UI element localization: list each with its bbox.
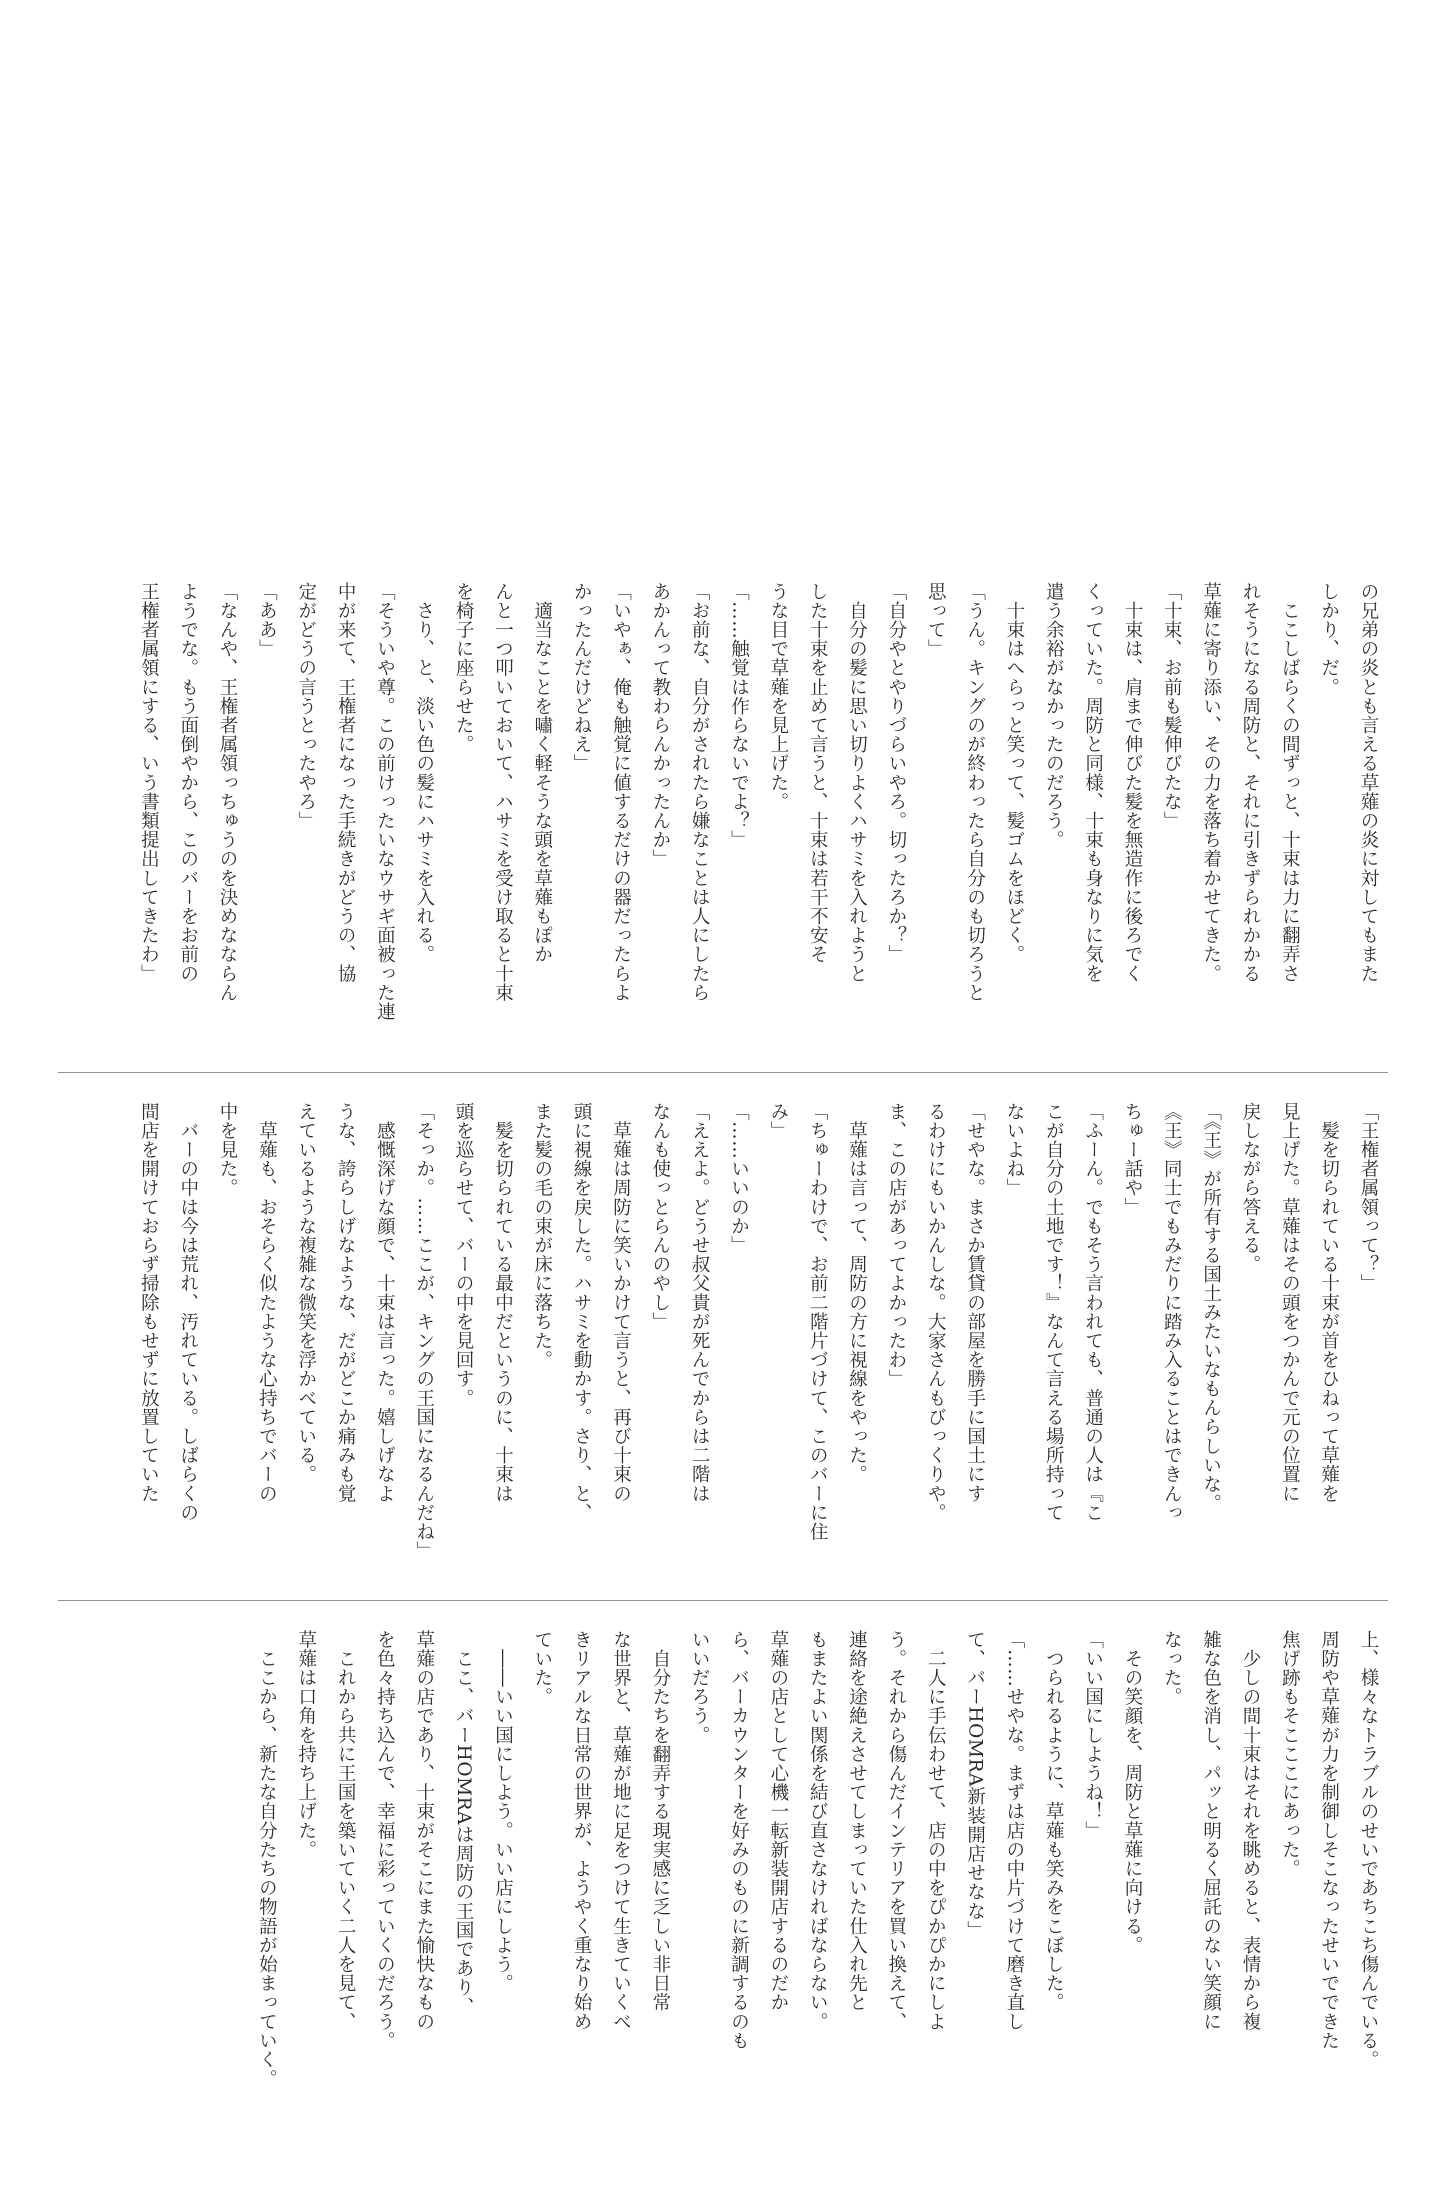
text-line: 二人に手伝わせて、店の中をぴかぴかにしよ (925, 1630, 947, 2032)
text-line: 草薙は口角を持ち上げた。 (295, 1630, 317, 1860)
text-line: くっていた。周防と同様、十束も身なりに気を (1082, 582, 1104, 984)
text-line: 十束はへらっと笑って、髪ゴムをほどく。 (1003, 582, 1025, 964)
text-line: 髪を切られている最中だというのに、十束は (492, 1102, 514, 1504)
text-line: 《王》同士でもみだりに踏み入ることはできんっ (1161, 1102, 1183, 1523)
text-line: 「……いいのか」 (728, 1102, 750, 1255)
text-line: 「自分やとやりづらいやろ。切ったろか？」 (885, 582, 907, 964)
text-line: 「ああ」 (256, 582, 278, 659)
text-line: 少しの間十束はそれを眺めると、表情から複 (1239, 1630, 1261, 2032)
text-line: さり、と、淡い色の髪にハサミを入れる。 (413, 582, 435, 964)
text-line: した十束を止めて言うと、十束は若干不安そ (807, 582, 829, 964)
text-line: 「……せやな。まずは店の中片づけて磨き直し (1003, 1630, 1025, 2032)
text-line: これから共に王国を築いていく二人を見て、 (335, 1630, 357, 2032)
vertical-text-column (58, 1630, 1388, 2110)
text-line: 草薙の店であり、十束がそこにまた愉快なもの (413, 1630, 435, 2032)
text-line: いいだろう。 (689, 1630, 711, 1745)
text-line: 自分の髪に思い切りよくハサミを入れようと (846, 582, 868, 984)
text-line: れそうになる周防と、それに引きずられかかる (1239, 582, 1261, 984)
text-line: 適当なことを嘯く軽そうな頭を草薙もぽか (531, 582, 553, 964)
text-line: 「いい国にしようね！」 (1082, 1630, 1104, 1841)
text-line: 「ふーん。でもそう言われても、普通の人は『こ (1082, 1102, 1104, 1523)
text-line: う。それから傷んだインテリアを買い換えて、 (885, 1630, 907, 2032)
text-line: ちゅー話や」 (1121, 1102, 1143, 1217)
text-line: 遣う余裕がなかったのだろう。 (1043, 582, 1065, 850)
text-line: 「うん。キングのが終わったら自分のも切ろうと (964, 582, 986, 1003)
text-line: こが自分の土地です！』なんて言える場所持って (1043, 1102, 1065, 1523)
text-line: ここから、新たな自分たちの物語が始まっていく。 (256, 1630, 278, 2089)
text-tier-bottom (58, 1630, 1388, 2110)
text-line: 中を見た。 (217, 1102, 239, 1198)
text-tier-middle (58, 1102, 1388, 1572)
vertical-text-column (58, 1102, 1388, 1572)
text-line: うな目で草薙を見上げた。 (767, 582, 789, 812)
text-line: ないよね」 (1003, 1102, 1025, 1198)
text-line: 「《王》が所有する国土みたいなもんらしいな。 (1200, 1102, 1222, 1513)
text-line: 「そっか。……ここが、キングの王国になるんだね」 (413, 1102, 435, 1561)
text-line: 見上げた。草薙はその頭をつかんで元の位置に (1279, 1102, 1301, 1504)
text-line: 上、様々なトラブルのせいであちこち傷んでいる。 (1358, 1630, 1379, 2070)
tier-divider (58, 1600, 1388, 1601)
text-line: み」 (767, 1102, 789, 1141)
text-line: 「いやぁ、俺も触覚に値するだけの器だったらよ (610, 582, 632, 1003)
text-line: また髪の毛の束が床に落ちた。 (531, 1102, 553, 1370)
text-line: ま、この店があってよかったわ」 (885, 1102, 907, 1389)
text-line: るわけにもいかんしな。大家さんもびっくりや。 (925, 1102, 947, 1523)
text-line: 自分たちを翻弄する現実感に乏しい非日常 (649, 1630, 671, 2012)
text-line: 周防や草薙が力を制御しそこなったせいでできた (1318, 1630, 1340, 2051)
text-line: 「ええよ。どうせ叔父貴が死んでからは二階は (689, 1102, 711, 1504)
text-line: 「お前な、自分がされたら嫌なことは人にしたら (689, 582, 711, 1003)
text-line: 十束は、肩まで伸びた髪を無造作に後ろでく (1121, 582, 1143, 984)
text-line: 雑な色を消し、パッと明るく屈託のない笑顔に (1200, 1630, 1222, 2032)
text-line: な世界と、草薙が地に足をつけて生きていくべ (610, 1630, 632, 2032)
text-line: つられるように、草薙も笑みをこぼした。 (1043, 1630, 1065, 2012)
text-line: ら、バーカウンターを好みのものに新調するのも (728, 1630, 750, 2051)
text-line: なんも使っとらんのやし」 (649, 1102, 671, 1332)
text-line: 焦げ跡もそこここにあった。 (1279, 1630, 1301, 1879)
text-line: 「なんや、王権者属領っちゅうのを決めなならん (217, 582, 239, 1003)
text-line: ここしばらくの間ずっと、十束は力に翻弄さ (1279, 582, 1301, 984)
text-line: うな、誇らしげなような、だがどこか痛みも覚 (335, 1102, 357, 1504)
text-line: を椅子に座らせた。 (453, 582, 475, 754)
text-line: 戻しながら答える。 (1239, 1102, 1261, 1274)
text-line: 草薙の店として心機一転新装開店するのだか (767, 1630, 789, 2012)
tier-divider (58, 1072, 1388, 1073)
text-line: もまたよい関係を結び直さなければならない。 (807, 1630, 829, 2032)
text-line: えているような複雑な微笑を浮かべている。 (295, 1102, 317, 1484)
text-line: を色々持ち込んで、幸福に彩っていくのだろう。 (374, 1630, 396, 2051)
text-line: 草薙は周防に笑いかけて言うと、再び十束の (610, 1102, 632, 1504)
text-line: 「ちゅーわけで、お前二階片づけて、このバーに住 (807, 1102, 829, 1542)
vertical-text-column (58, 582, 1388, 1030)
text-line: 草薙も、おそらく似たような心持ちでバーの (256, 1102, 278, 1504)
text-line: 「せやな。まさか賃貸の部屋を勝手に国土にす (964, 1102, 986, 1504)
text-line: の兄弟の炎とも言える草薙の炎に対してもまた (1358, 582, 1379, 984)
text-line: 草薙に寄り添い、その力を落ち着かせてきた。 (1200, 582, 1222, 984)
text-line: 定がどうの言うとったやろ」 (295, 582, 317, 831)
text-line: きリアルな日常の世界が、ようやく重なり始め (571, 1630, 593, 2032)
text-line: て、バーHOMRA新装開店せなな」 (964, 1630, 986, 1940)
text-line: 髪を切られている十束が首をひねって草薙を (1318, 1102, 1340, 1504)
text-line: 頭を巡らせて、バーの中を見回す。 (453, 1102, 475, 1408)
text-line: んと一つ叩いておいて、ハサミを受け取ると十束 (492, 582, 514, 1003)
text-line: 頭に視線を戻した。ハサミを動かす。さり、と、 (571, 1102, 593, 1523)
text-line: かったんだけどねえ」 (571, 582, 593, 773)
text-line: ていた。 (531, 1630, 553, 1707)
text-tier-top (58, 582, 1388, 1030)
text-line: 思って」 (925, 582, 947, 659)
text-line: バーの中は今は荒れ、汚れている。しばらくの (177, 1102, 199, 1523)
text-line: 間店を開けておらず掃除もせずに放置していた (138, 1102, 160, 1504)
text-line: ここ、バーHOMRAは周防の王国であり、 (453, 1630, 475, 2017)
text-line: 中が来て、王権者になった手続きがどうの、協 (335, 582, 357, 984)
text-line: なった。 (1161, 1630, 1183, 1707)
text-line: 「そういや尊。この前けったいなウサギ面被った連 (374, 582, 396, 1022)
text-line: 草薙は言って、周防の方に視線をやった。 (846, 1102, 868, 1484)
text-line: あかんって教わらんかったんか」 (649, 582, 671, 869)
text-line: しかり、だ。 (1318, 582, 1340, 697)
text-line: 連絡を途絶えさせてしまっていた仕入れ先と (846, 1630, 868, 2012)
text-line: 「……触覚は作らないでよ？」 (728, 582, 750, 850)
text-line: 感慨深げな顔で、十束は言った。嬉しげなよ (374, 1102, 396, 1504)
text-line: 王権者属領にする、いう書類提出してきたわ」 (138, 582, 160, 984)
text-line: ようでな。もう面倒やから、このバーをお前の (177, 582, 199, 984)
text-line: その笑顔を、周防と草薙に向ける。 (1121, 1630, 1143, 1955)
text-line: 「王権者属領って？」 (1358, 1102, 1379, 1293)
text-line: 「十束、お前も髪伸びたな」 (1161, 582, 1183, 831)
text-line: ――いい国にしよう。いい店にしよう。 (492, 1630, 514, 1993)
